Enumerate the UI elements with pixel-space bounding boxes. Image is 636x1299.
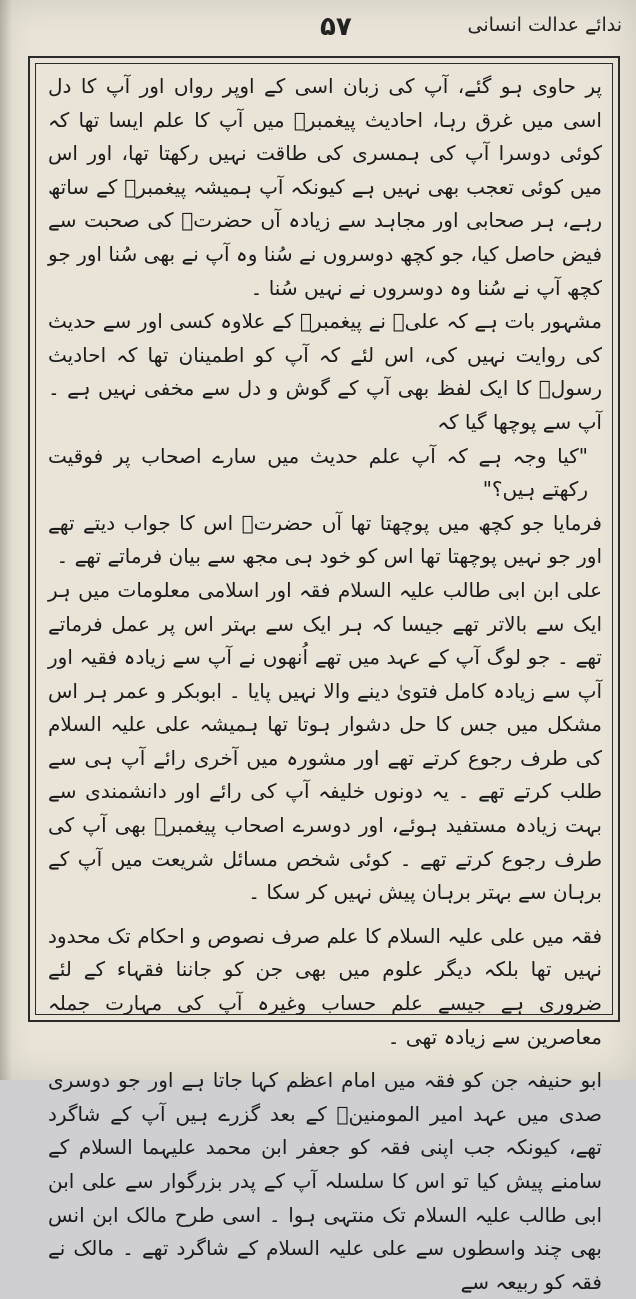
paragraph: فقہ میں علی علیہ السلام کا علم صرف نصوص و احکام تک محدود نہیں تھا بلکہ دیگر علوم میں بھی جن کو جاننا فقہاء کے لئے ضروری ہے جیسے علم حساب وغیرہ آپ کی مہارت جملہ معاصرین سے زیادہ تھی ۔ (48, 923, 602, 1049)
paragraph: علی ابن ابی طالب علیہ السلام فقہ اور اسلامی معلومات میں ہر ایک سے بالاتر تھے جیسا کہ ہر ایک سے بہتر اس پر عمل فرماتے تھے ۔ جو لوگ آپ کے عہد میں تھے اُنھوں نے آپ سے زیادہ فقیہ اور آپ سے زیادہ کامل فتویٰ دینے والا نہیں پایا ۔ ابوبکر و عمر ہر اس مشکل میں جس کا حل دشوار ہوتا تھا ہمیشہ علی علیہ السلام کی طرف رجوع کرتے تھے اور مشورہ میں آخری رائے آپ ہی سے طلب کرتے تھے ۔ یہ دونوں خلیفہ آپ کی رائے اور دانشمندی سے بہت زیادہ مستفید ہوئے، اور دوسرے اصحاب پیغمبرؐ بھی آپ کی طرف رجوع کرتے تھے ۔ کوئی شخص مسائل شریعت میں آپ کے برہان سے بہتر برہان پیش نہیں کر سکا ۔ (48, 577, 602, 905)
page-gutter-shadow (0, 0, 12, 1080)
running-title: ندائے عدالت انسانی (467, 14, 622, 36)
quoted-question: "کیا وجہ ہے کہ آپ علم حدیث میں سارے اصحاب پر فوقیت رکھتے ہیں؟" (48, 443, 588, 502)
page-number: ۵۷ (320, 12, 352, 42)
paragraph: فرمایا جو کچھ میں پوچھتا تھا آں حضرتؐ اس کا جواب دیتے تھے اور جو نہیں پوچھتا تھا اس کو خود ہی مجھ سے بیان فرماتے تھے ۔ (48, 510, 602, 569)
paragraph: پر حاوی ہو گئے، آپ کی زبان اسی کے اوپر رواں اور آپ کا دل اسی میں غرق رہا، احادیث پیغمبرؐ میں آپ کا علم ایسا تھا کہ کوئی دوسرا آپ کی ہمسری کی طاقت نہیں رکھتا تھا، اور اس میں کوئی تعجب بھی نہیں ہے کیونکہ آپ ہمیشہ پیغمبرؐ کے ساتھ رہے، ہر صحابی اور مجاہد سے زیادہ آں حضرتؐ کی صحبت سے فیض حاصل کیا، جو کچھ دوسروں نے سُنا وہ آپ نے بھی سُنا اور جو کچھ آپ نے سُنا وہ دوسروں نے نہیں سُنا ۔ (48, 74, 602, 300)
paragraph: مشہور بات ہے کہ علیؑ نے پیغمبرؐ کے علاوہ کسی اور سے حدیث کی روایت نہیں کی، اس لئے کہ آپ کو اطمینان تھا کہ احادیث رسولؐ کا ایک لفظ بھی آپ کے گوش و دل سے مخفی نہیں ہے ۔ آپ سے پوچھا گیا کہ (48, 309, 602, 434)
page-header (30, 8, 622, 52)
inner-border (35, 63, 613, 1294)
paragraph: ابو حنیفہ جن کو فقہ میں امام اعظم کہا جاتا ہے اور جو دوسری صدی میں عہد امیر المومنینؑ کے بعد گزرے ہیں آپ کے شاگرد تھے، کیونکہ جب اپنی فقہ کو جعفر ابن محمد علیہما السلام کے سامنے پیش کیا تو اس کا سلسلہ آپ کے پدر بزرگوار سے علی ابن ابی طالب علیہ السلام تک منتہی ہوا ۔ اسی طرح مالک ابن انس بھی چند واسطوں سے علی علیہ السلام کے شاگرد تھے ۔ مالک نے فقہ کو ربیعہ سے (48, 1068, 602, 1294)
body-text (36, 64, 612, 1299)
